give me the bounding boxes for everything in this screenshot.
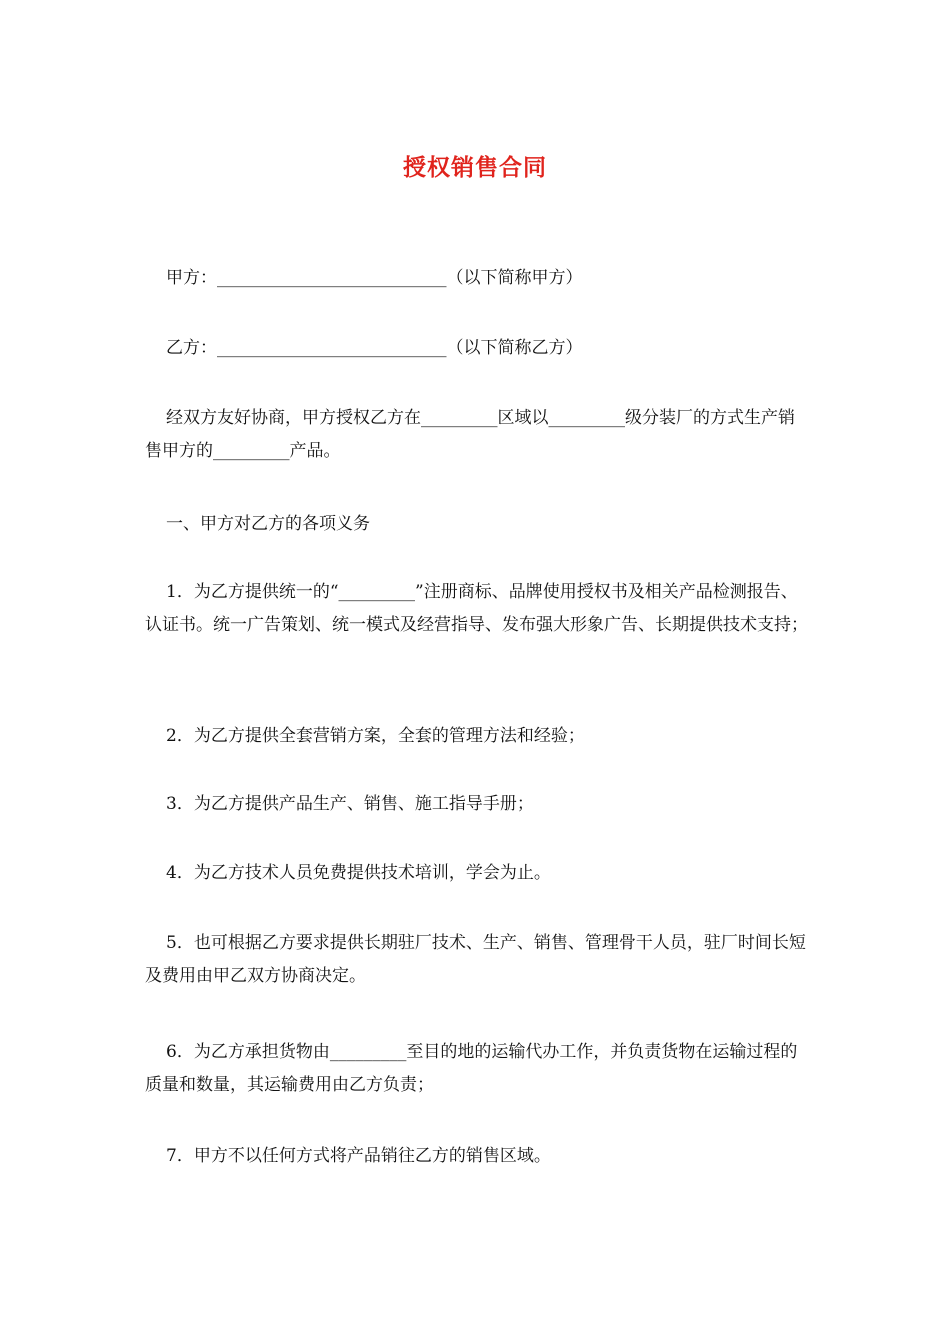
party-b-line: 乙方：___________________________（以下简称乙方） [166, 338, 583, 358]
obligation-item-6: 6．为乙方承担货物由_________至目的地的运输代办工作，并负责货物在运输过程的质量和数量，其运输费用由乙方负责； [145, 1042, 798, 1095]
obligation-item-2: 2．为乙方提供全套营销方案，全套的管理方法和经验； [166, 726, 585, 746]
obligation-item-5: 5．也可根据乙方要求提供长期驻厂技术、生产、销售、管理骨干人员，驻厂时间长短及费用由甲乙双方协商决定。 [145, 933, 806, 986]
intro-paragraph: 经双方友好协商，甲方授权乙方在_________区域以_________级分装厂的方式生产销售甲方的_________产品。 [145, 408, 795, 461]
section-heading: 一、甲方对乙方的各项义务 [166, 514, 370, 534]
obligation-item-1: 1．为乙方提供统一的“_________”注册商标、品牌使用授权书及相关产品检测报告、认证书。统一广告策划、统一模式及经营指导、发布强大形象广告、长期提供技术支持； [145, 582, 808, 635]
obligation-item-3: 3．为乙方提供产品生产、销售、施工指导手册； [166, 794, 534, 814]
document-title: 授权销售合同 [403, 154, 547, 181]
obligation-item-7: 7．甲方不以任何方式将产品销往乙方的销售区域。 [166, 1146, 551, 1166]
obligation-item-4: 4．为乙方技术人员免费提供技术培训，学会为止。 [166, 863, 551, 883]
party-a-line: 甲方：___________________________（以下简称甲方） [166, 268, 583, 288]
